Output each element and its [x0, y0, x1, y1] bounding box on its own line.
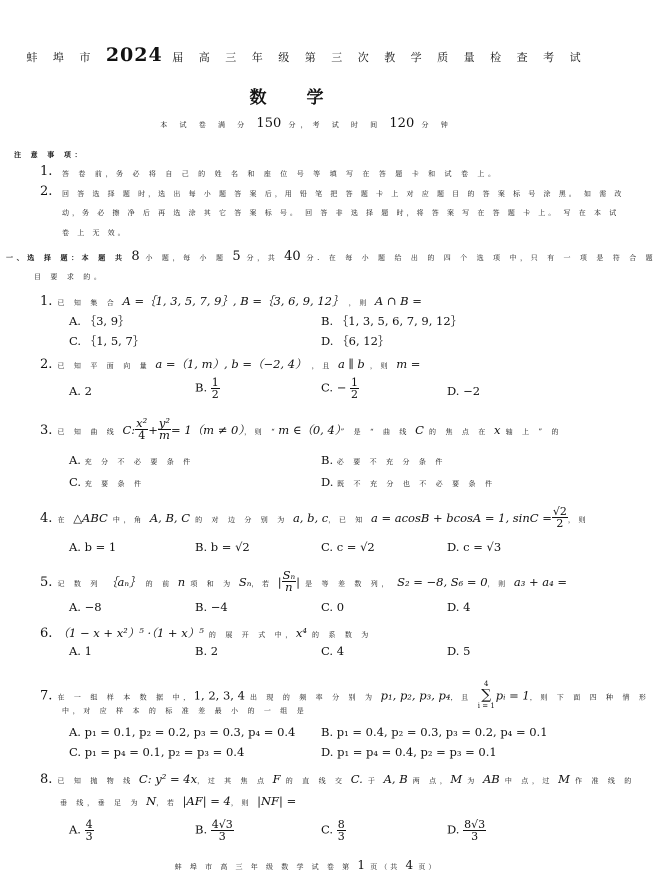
q8-c-frac: [337, 819, 346, 842]
exam-info: [0, 116, 613, 131]
q3-plus: +: [148, 423, 158, 437]
q3-mden: m: [159, 428, 170, 442]
q8-d-den: 3: [471, 830, 479, 843]
footer-mid: 页（共: [370, 863, 401, 871]
info-mid: 分，考 试 时 间: [288, 121, 383, 129]
q4-angles: A, B, C: [149, 511, 191, 525]
q3-option-b: [321, 453, 446, 467]
q6-num: 6.: [40, 626, 53, 641]
title-year: 2024: [105, 44, 163, 66]
q1-num: 1.: [40, 294, 53, 309]
q2-c-label: C. −: [321, 380, 347, 395]
q4-num: 4.: [40, 511, 53, 526]
q8-a-label: A.: [69, 822, 81, 837]
q6-option-d: D. 5: [447, 644, 471, 658]
q3-c-text: 充 要 条 件: [84, 480, 145, 488]
q8-num: 8.: [40, 772, 53, 787]
q5-num: 5.: [40, 575, 53, 590]
footer-post: 页）: [418, 863, 439, 871]
notice-text-2c: 卷 上 无 效。: [62, 229, 128, 237]
q7-sum-sign: ∑: [481, 687, 492, 703]
section1-tail2: 目 要 求 的。: [34, 273, 105, 281]
notice-num-1: 1.: [40, 164, 53, 179]
q4-b-value: √2: [235, 540, 250, 554]
q7-line2: 中，对 应 样 本 的 标 准 差 最 小 的 一 组 是: [62, 707, 308, 715]
q4-mid: 中，角: [112, 516, 145, 524]
q6-option-a: A. 1: [69, 644, 92, 658]
q8-a-num: 4: [85, 818, 93, 831]
q2-vectors: a =（1, m）, b =（−2, 4）: [155, 357, 307, 371]
section1-head: 一、选 择 题：本 题 共: [6, 253, 126, 262]
q8-line2b: ，若: [156, 799, 178, 807]
section1-header: [6, 249, 656, 264]
q2-c-den: 2: [351, 388, 358, 401]
q7-sum-bot: i = 1: [477, 702, 495, 710]
q3-option-d: [321, 475, 496, 489]
q5-expr: a₃ + a₄ =: [513, 575, 568, 589]
q5-frac: [282, 570, 297, 593]
info-post: 分 钟: [421, 121, 453, 129]
page-footer: [0, 858, 613, 872]
q5-mid2: 项 和 为: [190, 580, 234, 588]
q8-mid7: 作 准 线 的: [575, 777, 635, 785]
q2-option-b: [195, 377, 220, 400]
q4-eq: a = acosB + bcosA = 1, sinC =: [370, 511, 552, 525]
notice-text-2b: 动，务 必 擦 净 后 再 选 涂 其 它 答 案 标 号。 回 答 非 选 择 题 时，将 答 案 写 在 答 题 卡 上。 写 在 本 试: [62, 209, 620, 217]
q7-sum-expr: pᵢ = 1: [495, 688, 530, 703]
q8-cond: |AF| = 4: [182, 794, 231, 808]
q5-option-c: C. 0: [321, 600, 345, 614]
section1-total: 40: [284, 249, 301, 264]
q5-sn: Sₙ: [238, 575, 252, 589]
q1-option-a: A. ｛3, 9｝: [69, 314, 130, 328]
q4-triangle: △ABC: [73, 511, 108, 525]
q8-mid3: 于: [367, 777, 379, 785]
q5-mid: 的 前: [145, 580, 173, 588]
q4-frac: [552, 506, 568, 529]
q3-d-text: 既 不 充 分 也 不 必 要 条 件: [337, 480, 496, 488]
title-rest: 届 高 三 年 级 第 三 次 教 学 质 量 检 查 考 试: [172, 51, 587, 64]
q4-b-label: B. b =: [195, 540, 232, 554]
q3-mid2: ” 是 “ 曲 线: [340, 428, 411, 436]
q8-f: F: [272, 772, 281, 786]
q2-b-den: 2: [211, 388, 219, 401]
q8-line2: [60, 790, 296, 809]
section1-mid2: 分，共: [246, 254, 279, 262]
notice-text-1: 答 卷 前，务 必 将 自 己 的 姓 名 和 座 位 号 等 填 写 在 答 题 卡 和 试 卷 上。: [62, 170, 499, 178]
q5-mid4: 是 等 差 数 列，: [305, 580, 392, 588]
q4-stem: 在: [57, 516, 69, 524]
q3-end: 轴 上 ” 的: [505, 428, 563, 436]
q8-line2a: 垂 线，垂 足 为: [60, 799, 142, 807]
q6-expr: （1 − x + x²）⁵ ·（1 + x）⁵: [57, 626, 204, 640]
q4-option-b: [195, 540, 250, 554]
q8-b-den: 3: [218, 830, 226, 843]
q6-end: 的 系 数 为: [312, 631, 372, 639]
q8-line2c: ，则: [230, 799, 253, 807]
q5-f-num: Sₙ: [282, 568, 296, 582]
q3-option-a: [69, 453, 194, 467]
q4-c-value: √2: [360, 540, 375, 554]
q3-y2: y²: [158, 416, 171, 430]
q3-eq: = 1（m ≠ 0）: [171, 423, 245, 437]
section1-count: 8: [131, 249, 140, 264]
q2-cond: ，且: [311, 362, 333, 370]
q1-stem: 已 知 集 合: [57, 299, 118, 307]
q2-option-a: A. 2: [69, 384, 92, 398]
q3-mid: ，则 “: [244, 428, 279, 436]
subject-title: 数学: [249, 88, 364, 108]
q7-mid: 出 现 的 频 率 分 别 为: [249, 693, 376, 702]
q2-option-c: [321, 377, 359, 400]
q8-option-a: [69, 819, 94, 842]
q1-option-b: B. ｛1, 3, 5, 6, 7, 9, 12｝: [321, 314, 463, 328]
q8-a-den: 3: [85, 830, 93, 843]
q3-x2: x²: [136, 416, 148, 430]
notice-text-2a: 回 答 选 择 题 时，选 出 每 小 题 答 案 后，用 铅 笔 把 答 题 卡 上 对 应 题 目 的 答 案 标 号 涂 黑。 如 需 改: [62, 190, 625, 198]
q2-stem: 已 知 平 面 向 量: [57, 362, 151, 370]
q3-d-label: D.: [321, 475, 334, 489]
q3-frac-y: [158, 418, 171, 441]
q6-x4: x⁴: [295, 626, 307, 640]
q1-option-d: D. ｛6, 12｝: [321, 334, 390, 348]
q4-sq-den: 2: [556, 517, 564, 530]
q8-c-den: 3: [337, 830, 345, 843]
notice-heading: 注 意 事 项：: [14, 150, 86, 159]
q8-mid: ，过 其 焦 点: [197, 777, 268, 785]
q3-option-c: [69, 475, 145, 489]
q5-option-b: B. −4: [195, 600, 228, 614]
footer-pre: 蚌 埠 市 高 三 年 级 数 学 试 卷 第: [174, 863, 353, 871]
q6-mid: 的 展 开 式 中，: [208, 631, 296, 639]
q8-mid5: 为: [467, 777, 478, 785]
q1-ask: ，则: [348, 299, 370, 307]
q3-cc: C: [415, 423, 424, 437]
q3-frac-x: [135, 418, 148, 441]
q3-c-label: C.: [69, 475, 82, 489]
q5-n: n: [177, 575, 186, 589]
q4-option-a: A. b = 1: [69, 540, 117, 554]
q6-option-b: B. 2: [195, 644, 219, 658]
q5-option-d: D. 4: [447, 600, 471, 614]
q3-a-label: A.: [69, 453, 81, 467]
q8-option-c: [321, 819, 346, 842]
section1-mid1: 小 题，每 小 题: [145, 254, 227, 262]
q8-stem: 已 知 抛 物 线: [57, 777, 134, 785]
q4-c-label: C. c =: [321, 540, 357, 554]
q4-mid3: ，已 知: [328, 516, 366, 524]
q8-d-num: 8√3: [464, 818, 486, 831]
q7-option-a: A. p₁ = 0.1, p₂ = 0.2, p₃ = 0.3, p₄ = 0.4: [69, 725, 296, 739]
q2-c-num: 1: [351, 376, 358, 389]
q4-option-d: [447, 540, 501, 554]
question-1: [40, 290, 422, 309]
section1-tail: 分. 在 每 小 题 给 出 的 四 个 选 项 中，只 有 一 项 是 符 合 题: [306, 254, 656, 262]
question-2: [40, 353, 420, 372]
q8-c-label: C.: [321, 822, 334, 837]
q7-sum: [477, 680, 496, 710]
q8-c: C.: [350, 772, 363, 786]
q2-b-frac: [211, 377, 220, 400]
q8-option-d: [447, 819, 486, 842]
q5-mid3: ，若: [251, 580, 273, 588]
q1-option-c: C. ｛1, 5, 7｝: [69, 334, 145, 348]
q7-option-c: C. p₁ = p₄ = 0.1, p₂ = p₃ = 0.4: [69, 745, 245, 759]
footer-total: 4: [405, 858, 414, 872]
question-3: [40, 418, 562, 441]
q8-mid4: 两 点，: [412, 777, 451, 785]
q5-mid5: ，则: [487, 580, 509, 588]
q7-sum-top: 4: [484, 680, 489, 688]
q4-d-label: D. c =: [447, 540, 483, 554]
q2-c-frac: [350, 377, 359, 400]
title-city: 蚌 埠 市: [26, 51, 97, 64]
question-6: [40, 622, 372, 641]
q8-ab2: AB: [482, 772, 500, 786]
info-score: 150: [256, 116, 282, 131]
q1-expr: A ∩ B =: [374, 294, 422, 308]
q5-option-a: A. −8: [69, 600, 102, 614]
q2-m: m =: [396, 357, 421, 371]
q3-b-label: B.: [321, 453, 334, 467]
q7-option-b: B. p₁ = 0.4, p₂ = 0.3, p₃ = 0.2, p₄ = 0.1: [321, 725, 548, 739]
q3-b-text: 必 要 不 充 分 条 件: [336, 458, 446, 466]
q3-num: 3.: [40, 423, 53, 438]
q6-option-c: C. 4: [321, 644, 345, 658]
q4-sides: a, b, c: [292, 511, 329, 525]
q3-mid3: 的 焦 点 在: [429, 428, 489, 436]
info-pre: 本 试 卷 满 分: [160, 121, 250, 129]
q3-xx: x: [494, 423, 501, 437]
q8-a-frac: [85, 819, 94, 842]
q1-set-a: A =｛1, 3, 5, 7, 9｝: [122, 294, 233, 308]
q2-num: 2.: [40, 357, 53, 372]
q8-d-label: D.: [447, 822, 460, 837]
question-8: [40, 768, 635, 787]
q1-set-b: , B =｛3, 6, 9, 12｝: [232, 294, 344, 308]
q7-data: 1, 2, 3, 4: [193, 688, 245, 703]
q4-end: ，则: [567, 516, 590, 524]
q8-d-frac: [463, 819, 486, 842]
q5-seq: ｛aₙ｝: [106, 575, 141, 589]
q4-d-value: √3: [486, 540, 502, 554]
q8-mid6: 中 点，过: [504, 777, 554, 785]
notice-num-2: 2.: [40, 184, 53, 199]
footer-page: 1: [357, 858, 365, 872]
q7-end: ，则 下 面 四 种 情 形: [529, 693, 650, 702]
q4-mid2: 的 对 边 分 别 为: [195, 516, 288, 524]
q8-ab: A, B: [383, 772, 408, 786]
q7-stem: 在 一 组 样 本 数 据 中，: [57, 693, 194, 702]
q8-b-num: 4√3: [211, 818, 233, 831]
q2-b-label: B.: [195, 380, 208, 395]
q8-option-b: [195, 819, 234, 842]
q8-curve: C: y² = 4x: [138, 772, 198, 786]
q2-parallel: a ∥ b: [337, 357, 365, 371]
q3-cond: m ∈（0, 4）: [278, 423, 341, 437]
q7-mid2: ，且: [450, 693, 472, 702]
q7-ps: p₁, p₂, p₃, p₄: [380, 688, 451, 703]
q5-f-den: n: [285, 580, 293, 594]
q8-m2: M: [558, 772, 570, 786]
q2-option-d: D. −2: [447, 384, 481, 398]
q8-mid2: 的 直 线 交: [285, 777, 346, 785]
question-5: 5. 记 数 列 ｛aₙ｝ 的 前 n 项 和 为 Sₙ，若 | $\frac{\text{Sₙ}}{n}$ | 是 等 差 数 列， S₂ = −8, S₆ = 0，则 a₃ + a₄ =: [40, 568, 568, 594]
q8-c-num: 8: [337, 818, 345, 831]
q3-a-text: 充 分 不 必 要 条 件: [84, 458, 194, 466]
q3-stem: 已 知 曲 线: [57, 428, 118, 436]
q8-m: M: [450, 772, 463, 786]
q5-cond: S₂ = −8, S₆ = 0: [397, 575, 488, 589]
info-time: 120: [389, 116, 415, 131]
q8-n: N: [146, 794, 157, 808]
q8-b-frac: [211, 819, 234, 842]
q4-sq-num: √2: [552, 505, 567, 518]
q7-num: 7.: [40, 688, 53, 704]
q8-ask: |NF| =: [257, 794, 297, 808]
section1-each: 5: [232, 249, 241, 264]
q7-option-d: D. p₁ = p₄ = 0.4, p₂ = p₃ = 0.1: [321, 745, 497, 759]
q3-four: 4: [138, 429, 146, 442]
q5-stem: 记 数 列: [57, 580, 101, 588]
q2-b-num: 1: [211, 376, 219, 389]
q3-curve-c: C:: [122, 423, 136, 437]
q8-b-label: B.: [195, 822, 208, 837]
exam-title: [0, 44, 613, 66]
question-4: [40, 506, 589, 529]
q4-option-c: [321, 540, 375, 554]
q2-ask: ，则: [369, 362, 392, 370]
